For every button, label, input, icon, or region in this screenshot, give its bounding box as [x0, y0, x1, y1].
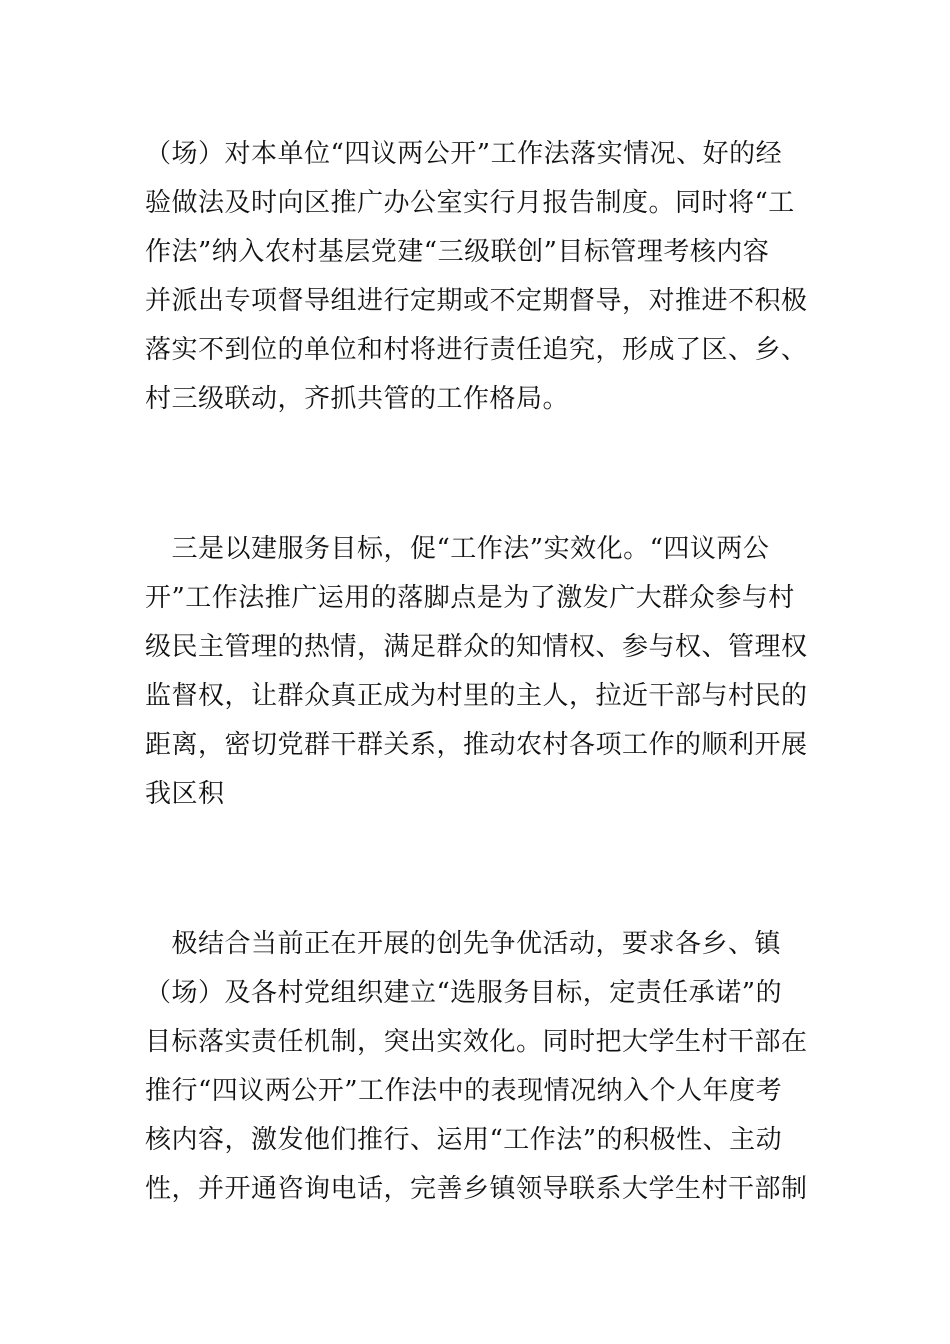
paragraph-line: 开”工作法推广运用的落脚点是为了激发广大群众参与村 — [145, 583, 795, 613]
paragraph-line: 并派出专项督导组进行定期或不定期督导，对推进不积极 — [145, 286, 808, 316]
paragraph-1 — [145, 130, 808, 424]
paragraph-line: （场）及各村党组织建立“选服务目标，定责任承诺”的 — [145, 978, 783, 1008]
paragraph-line: 三是以建服务目标，促“工作法”实效化。“四议两公 — [145, 534, 770, 564]
paragraph-line: 推行“四议两公开”工作法中的表现情况纳入个人年度考 — [145, 1076, 783, 1106]
paragraph-line: （场）对本单位“四议两公开”工作法落实情况、好的经 — [145, 139, 783, 169]
paragraph-line: 验做法及时向区推广办公室实行月报告制度。同时将“工 — [145, 188, 795, 218]
paragraph-line: 性，并开通咨询电话，完善乡镇领导联系大学生村干部制 — [145, 1174, 808, 1204]
paragraph-line: 距离，密切党群干群关系，推动农村各项工作的顺利开展 — [145, 730, 808, 760]
paragraph-line: 监督权，让群众真正成为村里的主人，拉近干部与村民的 — [145, 681, 808, 711]
paragraph-line: 核内容，激发他们推行、运用“工作法”的积极性、主动 — [145, 1125, 783, 1155]
paragraph-line: 作法”纳入农村基层党建“三级联创”目标管理考核内容 — [145, 237, 770, 267]
paragraph-line: 级民主管理的热情，满足群众的知情权、参与权、管理权 — [145, 632, 808, 662]
paragraph-3 — [145, 920, 808, 1214]
paragraph-line: 村三级联动，齐抓共管的工作格局。 — [145, 384, 570, 414]
paragraph-line: 目标落实责任机制，突出实效化。同时把大学生村干部在 — [145, 1027, 808, 1057]
paragraph-2 — [145, 525, 808, 819]
paragraph-line: 极结合当前正在开展的创先争优活动，要求各乡、镇 — [145, 929, 782, 959]
paragraph-line: 落实不到位的单位和村将进行责任追究，形成了区、乡、 — [145, 335, 808, 365]
paragraph-line: 我区积 — [145, 779, 225, 809]
